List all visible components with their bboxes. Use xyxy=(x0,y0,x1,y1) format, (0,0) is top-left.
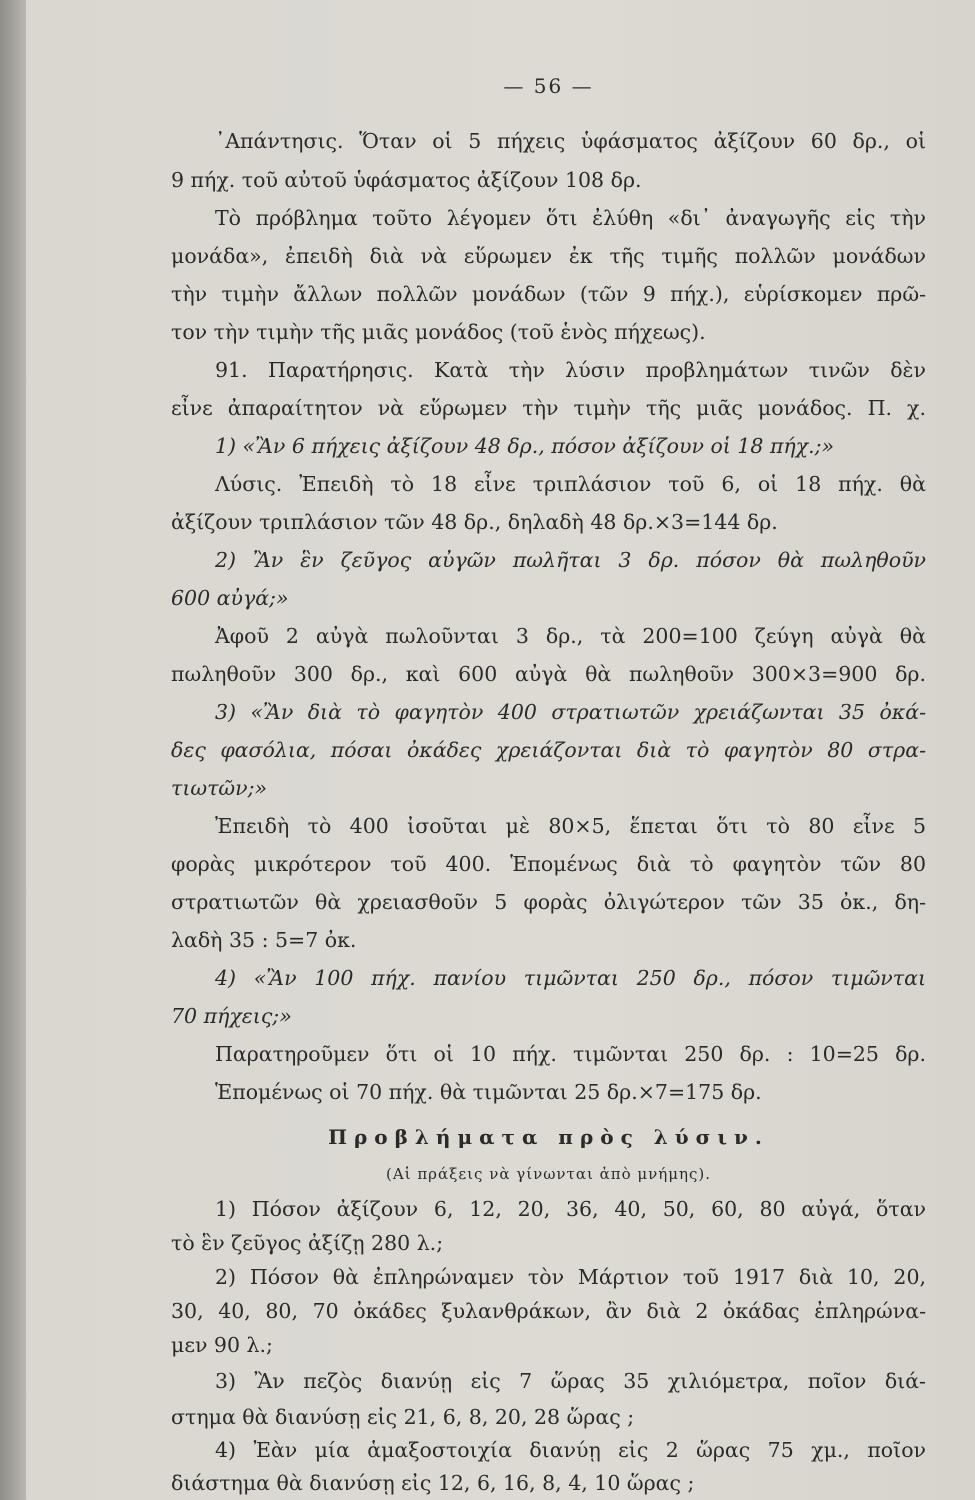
example-3-question: τιωτῶν;» xyxy=(171,776,268,800)
problem-line: 4) Ἐὰν μία ἁμαξοστοιχία διανύῃ εἰς 2 ὥρας 75 χμ., ποῖον xyxy=(215,1438,926,1462)
example-1-question: 1) «Ἂν 6 πήχεις ἀξίζουν 48 δρ., πόσον ἀξίζουν οἱ 18 πήχ.;» xyxy=(215,434,835,458)
problem-line: 3) Ἂν πεζὸς διανύῃ εἰς 7 ὥρας 35 χιλιόμετρα, ποῖον διά- xyxy=(215,1369,926,1393)
example-1-solution: ἀξίζουν τριπλάσιον τῶν 48 δρ., δηλαδὴ 48 δρ.×3=144 δρ. xyxy=(171,510,778,534)
paragraph-line: τὴν τιμὴν ἄλλων πολλῶν μονάδων (τῶν 9 πήχ.), εὑρίσκομεν πρῶ- xyxy=(171,282,926,306)
problem-line: μεν 90 λ.; xyxy=(171,1333,273,1357)
example-2-question: 600 αὐγά;» xyxy=(171,586,289,610)
problem-line: 30, 40, 80, 70 ὀκάδες ξυλανθράκων, ἂν διὰ 2 ὀκάδας ἐπληρώνα- xyxy=(171,1299,926,1323)
example-3-question: 3) «Ἂν διὰ τὸ φαγητὸν 400 στρατιωτῶν χρειάζωνται 35 ὀκά- xyxy=(215,700,926,724)
paragraph-line: Τὸ πρόβλημα τοῦτο λέγομεν ὅτι ἐλύθη «δι᾿ ἀναγωγῆς εἰς τὴν xyxy=(215,206,926,230)
paragraph-line: τον τὴν τιμὴν τῆς μιᾶς μονάδος (τοῦ ἑνὸς πήχεως). xyxy=(171,320,706,344)
section-subheading: (Αἱ πράξεις νὰ γίνωνται ἀπὸ μνήμης). xyxy=(385,1165,712,1183)
example-4-question: 4) «Ἂν 100 πήχ. πανίου τιμῶνται 250 δρ., πόσον τιμῶνται xyxy=(215,966,926,990)
remark-line: 91. Παρατήρησις. Κατὰ τὴν λύσιν προβλημάτων τινῶν δὲν xyxy=(215,358,926,382)
page-number: — 56 — xyxy=(503,74,594,98)
example-3-solution: λαδὴ 35 : 5=7 ὀκ. xyxy=(171,928,357,952)
problem-line: 1) Πόσον ἀξίζουν 6, 12, 20, 36, 40, 50, 60, 80 αὐγά, ὅταν xyxy=(215,1197,926,1221)
example-4-solution: Ἑπομένως οἱ 70 πήχ. θὰ τιμῶνται 25 δρ.×7=175 δρ. xyxy=(215,1080,762,1104)
answer-line: ᾿Απάντησις. Ὅταν οἱ 5 πήχεις ὑφάσματος ἀξίζουν 60 δρ., οἱ xyxy=(215,129,926,153)
example-2-question: 2) Ἂν ἓν ζεῦγος αὐγῶν πωλῆται 3 δρ. πόσον θὰ πωληθοῦν xyxy=(215,548,926,572)
problem-line: διάστημα θὰ διανύσῃ εἰς 12, 6, 16, 8, 4, 10 ὥρας ; xyxy=(171,1471,695,1495)
problem-line: τὸ ἓν ζεῦγος ἀξίζῃ 280 λ.; xyxy=(171,1231,444,1255)
remark-line: εἶνε ἀπαραίτητον νὰ εὕρωμεν τὴν τιμὴν τῆς μιᾶς μονάδος. Π. χ. xyxy=(171,396,926,420)
example-4-question: 70 πήχεις;» xyxy=(171,1004,292,1028)
example-2-solution: πωληθοῦν 300 δρ., καὶ 600 αὐγὰ θὰ πωληθοῦν 300×3=900 δρ. xyxy=(171,662,926,686)
example-3-question: δες φασόλια, πόσαι ὀκάδες χρειάζονται διὰ τὸ φαγητὸν 80 στρα- xyxy=(171,738,926,762)
section-heading: Προβλήματα πρὸς λύσιν. xyxy=(328,1125,769,1149)
problem-line: στημα θὰ διανύσῃ εἰς 21, 6, 8, 20, 28 ὥρας ; xyxy=(171,1405,635,1429)
example-3-solution: φορὰς μικρότερον τοῦ 400. Ἑπομένως διὰ τὸ φαγητὸν τῶν 80 xyxy=(171,852,926,876)
example-4-solution: Παρατηροῦμεν ὅτι οἱ 10 πήχ. τιμῶνται 250 δρ. : 10=25 δρ. xyxy=(215,1042,926,1066)
example-2-solution: Ἀφοῦ 2 αὐγὰ πωλοῦνται 3 δρ., τὰ 200=100 ζεύγη αὐγὰ θὰ xyxy=(215,624,926,648)
example-3-solution: στρατιωτῶν θὰ χρειασθοῦν 5 φορὰς ὀλιγώτερον τῶν 35 ὀκ., δη- xyxy=(171,890,926,914)
answer-line: 9 πήχ. τοῦ αὐτοῦ ὑφάσματος ἀξίζουν 108 δρ. xyxy=(171,168,642,192)
example-3-solution: Ἐπειδὴ τὸ 400 ἰσοῦται μὲ 80×5, ἕπεται ὅτι τὸ 80 εἶνε 5 xyxy=(215,814,926,838)
page-binding-edge xyxy=(0,0,26,1500)
paragraph-line: μονάδα», ἐπειδὴ διὰ νὰ εὕρωμεν ἐκ τῆς τιμῆς πολλῶν μονάδων xyxy=(171,244,926,268)
example-1-solution: Λύσις. Ἐπειδὴ τὸ 18 εἶνε τριπλάσιον τοῦ 6, οἱ 18 πήχ. θὰ xyxy=(215,472,926,496)
problem-line: 2) Πόσον θὰ ἐπληρώναμεν τὸν Μάρτιον τοῦ 1917 διὰ 10, 20, xyxy=(215,1265,926,1289)
